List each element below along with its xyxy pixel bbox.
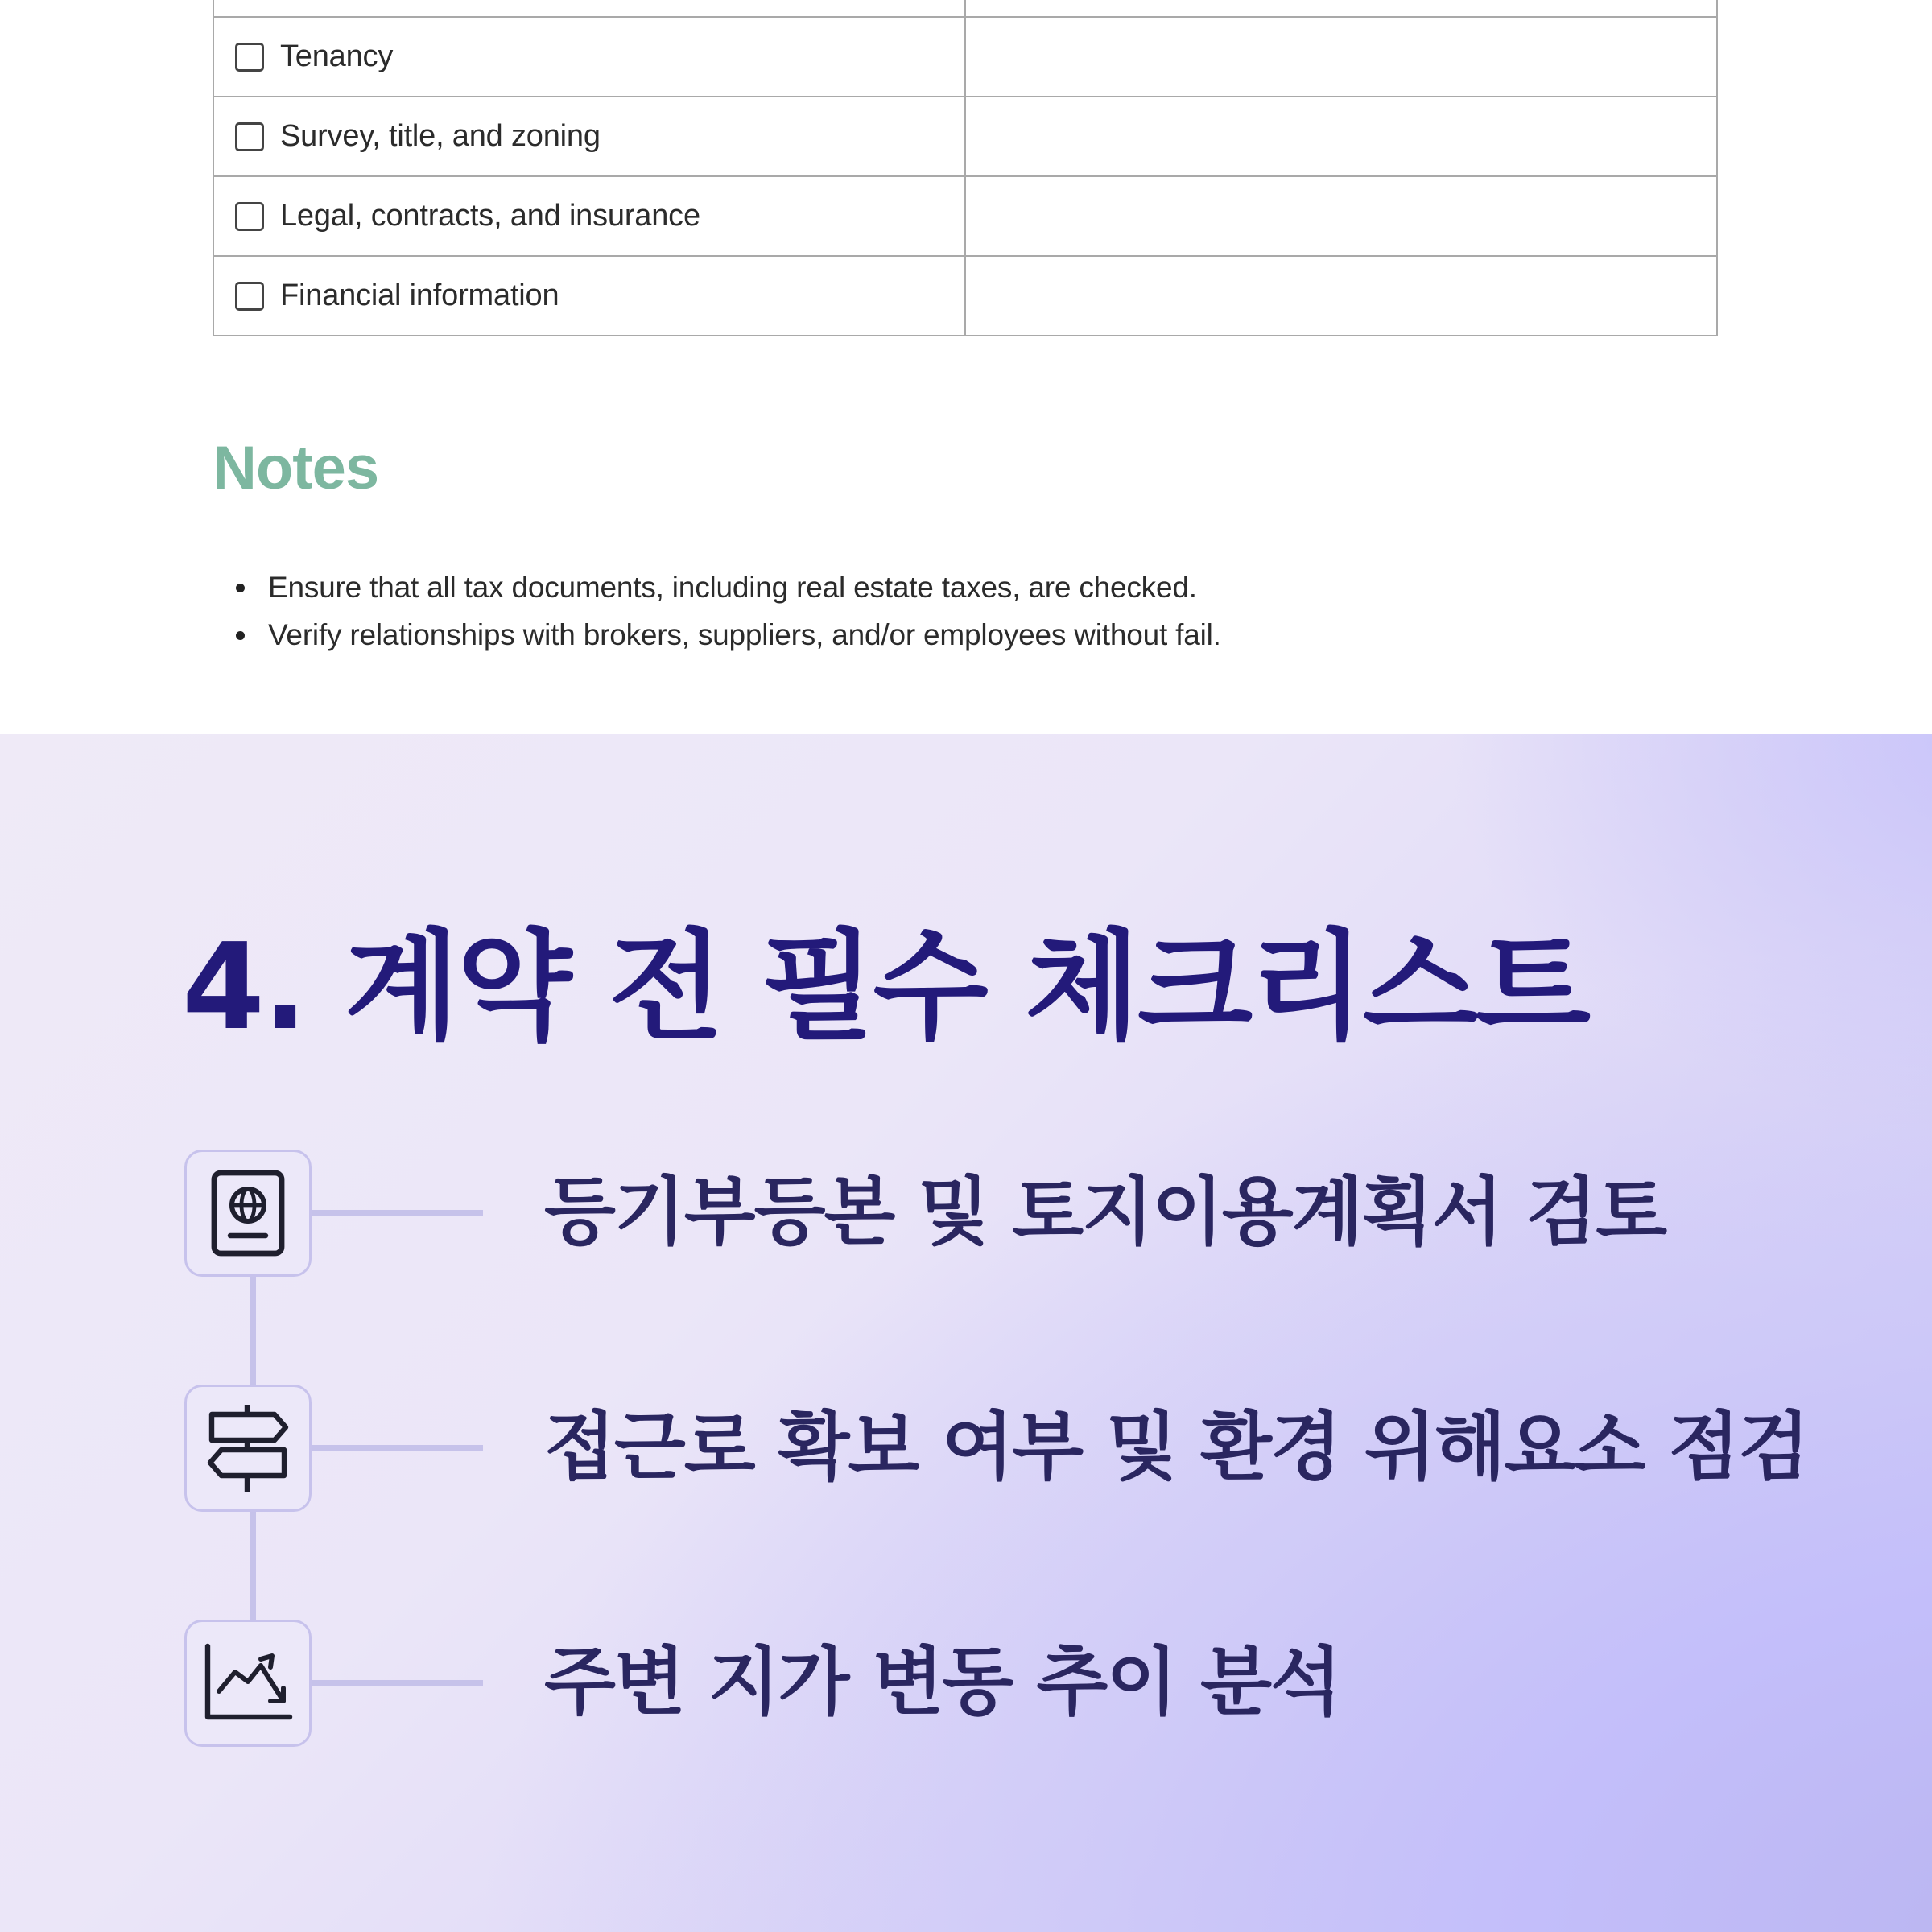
table-row xyxy=(213,17,1717,97)
checkbox[interactable] xyxy=(235,282,264,311)
list-item: Verify relationships with brokers, suppliers, and/or employees without fail. xyxy=(213,611,1221,658)
timeline-connector xyxy=(250,1277,256,1385)
checklist-item-text: 접근로 확보 여부 및 환경 위해요소 점검 xyxy=(544,1404,1809,1490)
trend-chart-icon xyxy=(184,1620,312,1747)
notes-heading: Notes xyxy=(213,434,379,502)
timeline-connector xyxy=(250,1512,256,1620)
notes-cell[interactable] xyxy=(965,17,1717,97)
slide-section xyxy=(0,734,1932,1932)
checkbox[interactable] xyxy=(235,43,264,72)
checklist-label: Tenancy xyxy=(280,39,394,73)
checkbox[interactable] xyxy=(235,122,264,151)
table-row xyxy=(213,97,1717,176)
passport-globe-icon xyxy=(184,1150,312,1277)
checklist-item-text: 주변 지가 변동 추이 분석 xyxy=(544,1639,1340,1725)
bullet-icon xyxy=(236,631,245,640)
checklist-label: Financial information xyxy=(280,279,559,312)
checklist-item-text: 등기부등본 및 토지이용계획서 검토 xyxy=(544,1169,1666,1255)
document-section xyxy=(0,0,1932,734)
slide-title: 4. 계약 전 필수 체크리스트 xyxy=(182,918,1588,1056)
signpost-icon xyxy=(184,1385,312,1512)
notes-list xyxy=(213,564,1221,658)
table-row xyxy=(213,256,1717,336)
table-row xyxy=(213,0,1717,17)
bullet-icon xyxy=(236,584,245,592)
notes-cell[interactable] xyxy=(965,97,1717,176)
list-item: Ensure that all tax documents, including real estate taxes, are checked. xyxy=(213,564,1221,611)
checklist-label: Survey, title, and zoning xyxy=(280,119,601,153)
item-connector xyxy=(312,1680,483,1686)
table-row xyxy=(213,176,1717,256)
item-connector xyxy=(312,1445,483,1451)
notes-cell[interactable] xyxy=(965,176,1717,256)
checkbox[interactable] xyxy=(235,202,264,231)
notes-cell[interactable] xyxy=(965,256,1717,336)
checklist-label: Legal, contracts, and insurance xyxy=(280,199,700,233)
checklist-table xyxy=(213,0,1718,336)
item-connector xyxy=(312,1210,483,1216)
